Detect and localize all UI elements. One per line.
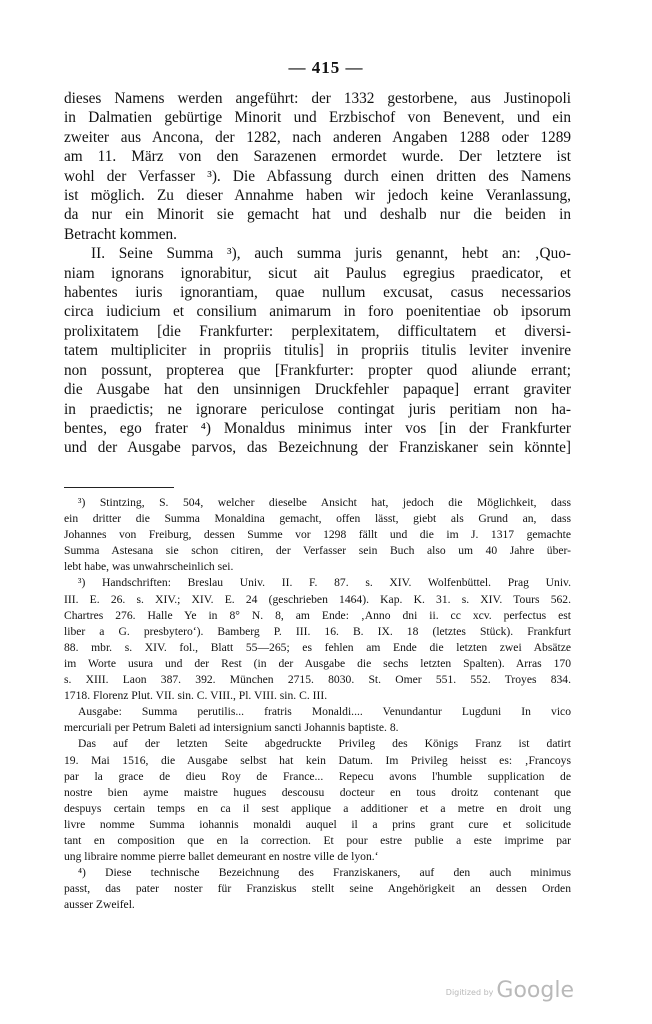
note-line: passt, das pater noster für Franziskus stellt seine Angehörigkeit an dessen Orden — [64, 882, 571, 896]
text-line: da nur ein Minorit sie gemacht hat und deshalb nur die beiden in — [64, 206, 571, 224]
text-line: prolixitatem [die Frankfurter: perplexitatem, difficultatem et diversi- — [64, 322, 571, 340]
text-line: in praedictis; ne ignorare periculose contingat juris peritiam non ha- — [64, 400, 571, 418]
footnote-4 — [64, 865, 571, 913]
footnote-3b — [64, 575, 571, 704]
text-line: dieses Namens werden angeführt: der 1332 gestorbene, aus Justinopoli — [64, 90, 571, 107]
note-line: mercuriali per Petrum Baleti ad intersignium sancti Johannis baptiste. 8. — [64, 721, 399, 735]
watermark-prefix: Digitized by — [445, 988, 494, 997]
footnotes — [64, 495, 571, 913]
note-line: 1718. Florenz Plut. VII. sin. C. VIII., Pl. VIII. sin. C. III. — [64, 689, 328, 703]
digitized-watermark — [446, 978, 574, 1003]
text-line: die Ausgabe hat den unsinnigen Druckfehler papaque] errant graviter — [64, 381, 571, 399]
note-line: ung libraire nomme pierre ballet demeurant en nostre ville de lyon.‘ — [64, 850, 379, 864]
note-line: Das auf der letzten Seite abgedruckte Privileg des Königs Franz ist datirt — [78, 737, 571, 751]
note-line: nostre bien ayme maistre hugues descousu docteur en tous droitz contenant que — [64, 785, 571, 799]
note-line: liber a G. presbytero‘). Bamberg P. III. 16. B. IX. 18 (letztes Stück). Frankfurt — [64, 624, 571, 638]
note-line: Chartres 276. Halle Ye in 8° N. 8, am Ende: ‚Anno dni ii. cc xcv. perfectus est — [64, 608, 571, 622]
note-line: tant en composition que en la correction. Et pour estre publie a este imprime par — [64, 833, 571, 847]
text-line: Betracht kommen. — [64, 225, 177, 243]
note-line: s. XIII. Laon 387. 392. München 2715. 8030. St. Omer 551. 552. Troyes 834. — [64, 673, 571, 687]
footnote-ausgabe — [64, 704, 571, 736]
text-line: II. Seine Summa ³), auch summa juris genannt, hebt an: ‚Quo- — [91, 245, 571, 263]
text-line: zweiter aus Ancona, der 1282, nach anderen Angaben 1288 oder 1289 — [64, 128, 571, 146]
note-line: par la grace de dieu Roy de France... Repecu avons l'humble supplication de — [64, 769, 571, 783]
page-number: — 415 — — [288, 58, 364, 77]
note-line: ⁴) Diese technische Bezeichnung des Franziskaners, auf den auch minimus — [78, 866, 571, 880]
text-line: in Dalmatien gebürtige Minorit und Erzbischof von Benevent, und ein — [64, 109, 571, 127]
note-line: III. E. 26. s. XIV.; XIV. E. 24 (geschrieben 1464). Kap. K. 31. s. XIV. Tours 562. — [64, 592, 571, 606]
text-line: circa iudicium et consilium animarum in foro poenitentiae ob ipsorum — [64, 303, 571, 321]
note-line: Summa Astesana sie schon citiren, der Verfasser sein Buch also um 40 Jahre über- — [64, 544, 571, 558]
note-line: Ausgabe: Summa perutilis... fratris Monaldi.... Venundantur Lugduni In vico — [78, 705, 571, 719]
note-line: ein dritter die Summa Monaldina gemacht, offen lässt, giebt als Grund an, dass — [64, 512, 571, 526]
note-line: ³) Handschriften: Breslau Univ. II. F. 87. s. XIV. Wolfenbüttel. Prag Univ. — [78, 576, 571, 590]
main-text — [64, 89, 571, 458]
footnote-privileg — [64, 736, 571, 865]
note-line: 19. Mai 1516, die Ausgabe selbst hat kein Datum. Im Privileg heisst es: ‚Francoys — [64, 753, 571, 767]
text-line: niam ignorans ignorabitur, sicut ait Paulus egregius praedicator, et — [64, 264, 571, 282]
note-line: ausser Zweifel. — [64, 898, 135, 912]
text-line: bentes, ego frater ⁴) Monaldus minimus inter vos [in der Frankfurter — [64, 419, 571, 437]
text-line: non possunt, propterea que [Frankfurter: propter quod aliunde errant; — [64, 361, 571, 379]
text-line: habentes iuris ignorantiam, quae nullum excusat, casus necessarios — [64, 284, 571, 302]
text-line: am 11. März von den Sarazenen ermordet wurde. Der letztere ist — [64, 148, 571, 166]
watermark-brand: Google — [496, 978, 574, 1003]
note-line: ³) Stintzing, S. 504, welcher dieselbe Ansicht hat, jedoch die Möglichkeit, dass — [78, 496, 571, 509]
paragraph-2 — [64, 244, 571, 457]
note-line: Johannes von Freiburg, dessen Summe vor 1298 fällt und die im J. 1317 gemachte — [64, 528, 571, 542]
note-line: livre nomme Summa iohannis monaldi auquel il a prins grant cure et solicitude — [64, 817, 571, 831]
note-line: despuys certain temps en ca il sest applique a additioner et a metre en droit ung — [64, 801, 571, 815]
paragraph-1 — [64, 89, 571, 244]
text-line: wohl der Verfasser ³). Die Abfassung durch einen dritten des Namens — [64, 167, 571, 185]
note-line: im Worte usura und der Rest (in der Ausgabe die sechs letzten Spalten). Arras 170 — [64, 656, 571, 670]
footnote-3a — [64, 495, 571, 575]
note-line: 88. mbr. s. XIV. fol., Blatt 55—265; es fehlen am Ende die letzten zwei Absätze — [64, 640, 571, 654]
footnote-separator — [64, 487, 174, 488]
text-line: und der Ausgabe parvos, das Bezeichnung der Franziskaner sein könnte] — [64, 439, 571, 457]
text-line: tatem multipliciter in propriis titulis] in propriis titulis leviter invenire — [64, 342, 571, 360]
note-line: lebt habe, was unwahrscheinlich sei. — [64, 560, 234, 574]
text-line: ist möglich. Zu dieser Annahme haben wir jedoch keine Veranlassung, — [64, 187, 571, 205]
